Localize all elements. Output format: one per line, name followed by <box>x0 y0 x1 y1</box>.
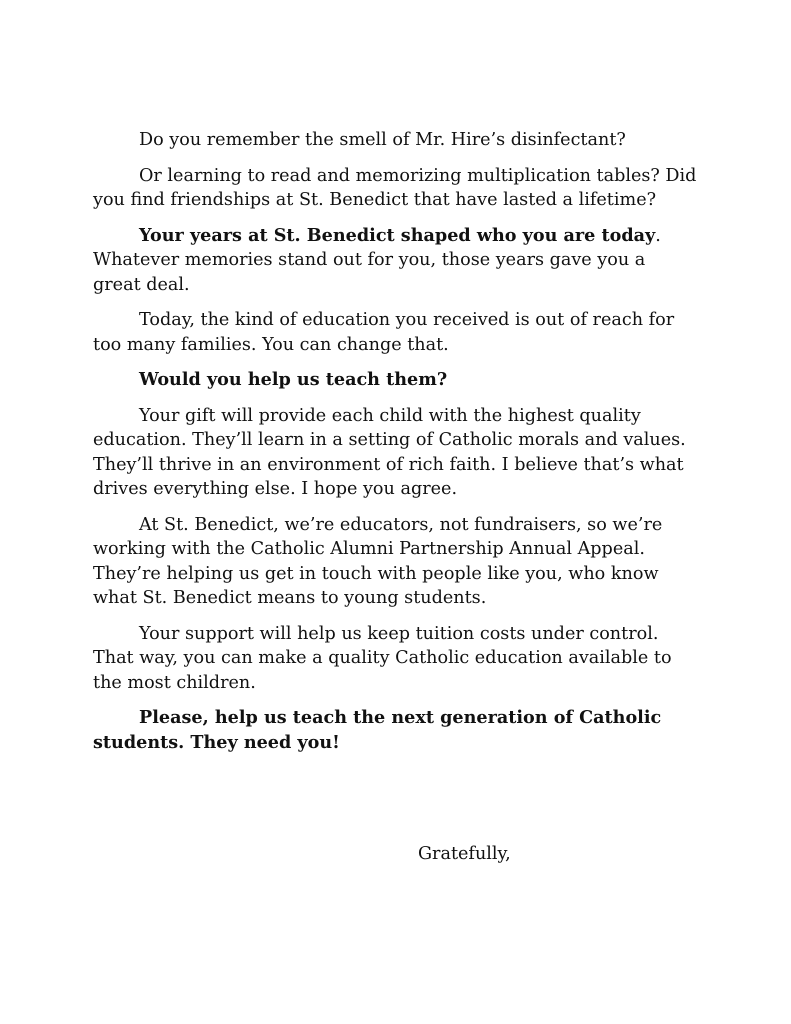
paragraph-next-generation: Please, help us teach the next generation of Catholic students. They need you! <box>93 707 662 753</box>
paragraph-tuition: Your support will help us keep tuition costs under control. That way, you can make a quality Catholic education available to the most children. <box>93 623 672 693</box>
paragraph-educators: At St. Benedict, we’re educators, not fundraisers, so we’re working with the Catholic Alumni Partnership Annual Appeal. They’re helping us get in touch with people like you, who know what St. Benedict means to young students. <box>93 514 663 608</box>
paragraph-memories: Or learning to read and memorizing multiplication tables? Did you find friendships at St. Benedict that have lasted a lifetime? <box>93 165 697 210</box>
paragraph-help-teach: Would you help us teach them? <box>139 369 448 390</box>
paragraph-disinfectant: Do you remember the smell of Mr. Hire’s disinfectant? <box>139 130 626 150</box>
paragraph-your-gift: Your gift will provide each child with the highest quality education. They’ll learn in a setting of Catholic morals and values. They’ll thrive in an environment of rich faith. I believe that’s what drives everything else. I hope you agree. <box>93 405 686 499</box>
paragraph-years-shaped <box>93 224 697 298</box>
paragraph-out-of-reach: Today, the kind of education you received is out of reach for too many families. You can change that. <box>93 310 675 355</box>
paragraph-years-shaped-rest: . Whatever memories stand out for you, those years gave you a great deal. <box>93 225 661 295</box>
emphasis-years-shaped: Your years at St. Benedict shaped who you are today <box>139 224 656 246</box>
closing-salutation: Gratefully, <box>418 844 511 864</box>
letter-body <box>93 128 697 766</box>
